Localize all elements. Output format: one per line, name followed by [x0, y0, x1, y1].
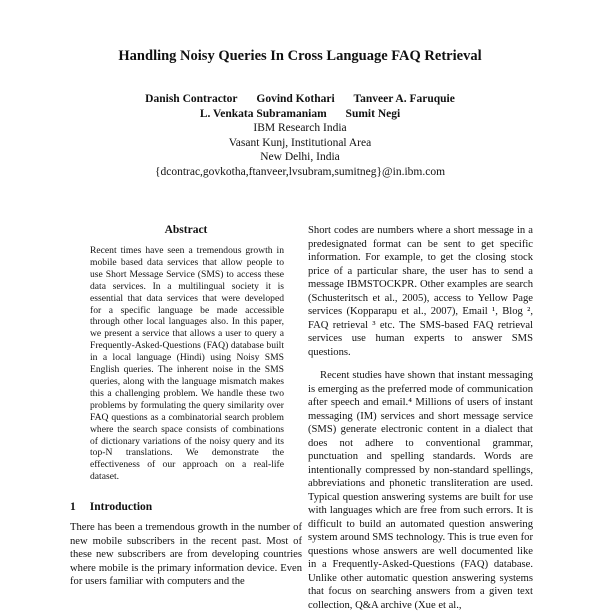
- author-emails: {dcontrac,govkotha,ftanveer,lvsubram,sumitneg}@in.ibm.com: [154, 165, 446, 178]
- authors-line-2: [0, 107, 600, 122]
- authors-line-1: [0, 92, 600, 107]
- address-line-1: Vasant Kunj, Institutional Area: [228, 136, 372, 149]
- left-column: [70, 224, 302, 589]
- abstract-text: Recent times have seen a tremendous growth in mobile based data services that allow people to use Short Message Service (SMS) to access these data services. In a multilingual society it is essential that data services that were developed for a specific language be made accessible through other local languages also. In this paper, we present a service that allows a user to query a Frequently-Asked-Questions (FAQ) database built in a local language (Hindi) using Noisy SMS English queries. The inherent noise in the SMS queries, along with the language mismatch makes this a challenging problem. We handle these two problems by formulating the query similarity over FAQ questions as a combinatorial search problem where the search space consists of combinations of dictionary variations of the noisy query and its top-N translations. We demonstrate the effectiveness of our approach on a real-life dataset.: [90, 245, 284, 483]
- author-block: [0, 92, 600, 179]
- author-name: Danish Contractor: [145, 93, 238, 105]
- paper-title: Handling Noisy Queries In Cross Language FAQ Retrieval: [118, 48, 482, 64]
- section-number: 1: [70, 501, 76, 514]
- section-heading-introduction: [70, 501, 302, 513]
- author-name: Tanveer A. Faruquie: [353, 93, 455, 105]
- affiliation: IBM Research India: [253, 122, 347, 134]
- introduction-paragraph: There has been a tremendous growth in the number of new mobile subscribers in the recent past. Most of these new subscribers are from developing countries where mobile is the primary information device. Even for users familiar with computers and the: [70, 522, 302, 588]
- body-paragraph-2: Recent studies have shown that instant messaging is emerging as the preferred mode of communication after speech and email.⁴ Millions of users of instant messaging (IM) services and short message service (SMS) generate electronic content in a dialect that does not adhere to conventional grammar, punctuation and spelling standards. Words are intentionally compressed by non-standard spellings, abbreviations and phonetic transliteration are used. Typical question answering systems are built for use with languages which are free from such errors. It is difficult to build an automated question answering system around SMS technology. This is true even for questions whose answers are well documented like in a Frequently-Asked-Questions (FAQ) database. Unlike other automatic question answering systems that focus on searching answers from a given text collection, Q&A archive (Xue et al.,: [308, 370, 533, 611]
- address-line-2: New Delhi, India: [260, 151, 340, 163]
- section-title: Introduction: [89, 501, 153, 514]
- abstract-heading: Abstract: [164, 224, 208, 236]
- author-name: L. Venkata Subramaniam: [199, 107, 327, 120]
- author-name: Govind Kothari: [256, 93, 335, 105]
- author-name: Sumit Negi: [345, 107, 401, 120]
- body-paragraph-1: Short codes are numbers where a short message in a predesignated format can be sent to get specific information. For example, to get the closing stock price of a particular share, the user has to send a message IBMSTOCKPR. Other examples are search (Schusteritsch et al., 2005), access to Yellow Page services (Kopparapu et al., 2007), Email ¹, Blog ², FAQ retrieval ³ etc. The SMS-based FAQ retrieval services use human experts to answer SMS questions.: [308, 225, 533, 358]
- right-column: [308, 224, 533, 612]
